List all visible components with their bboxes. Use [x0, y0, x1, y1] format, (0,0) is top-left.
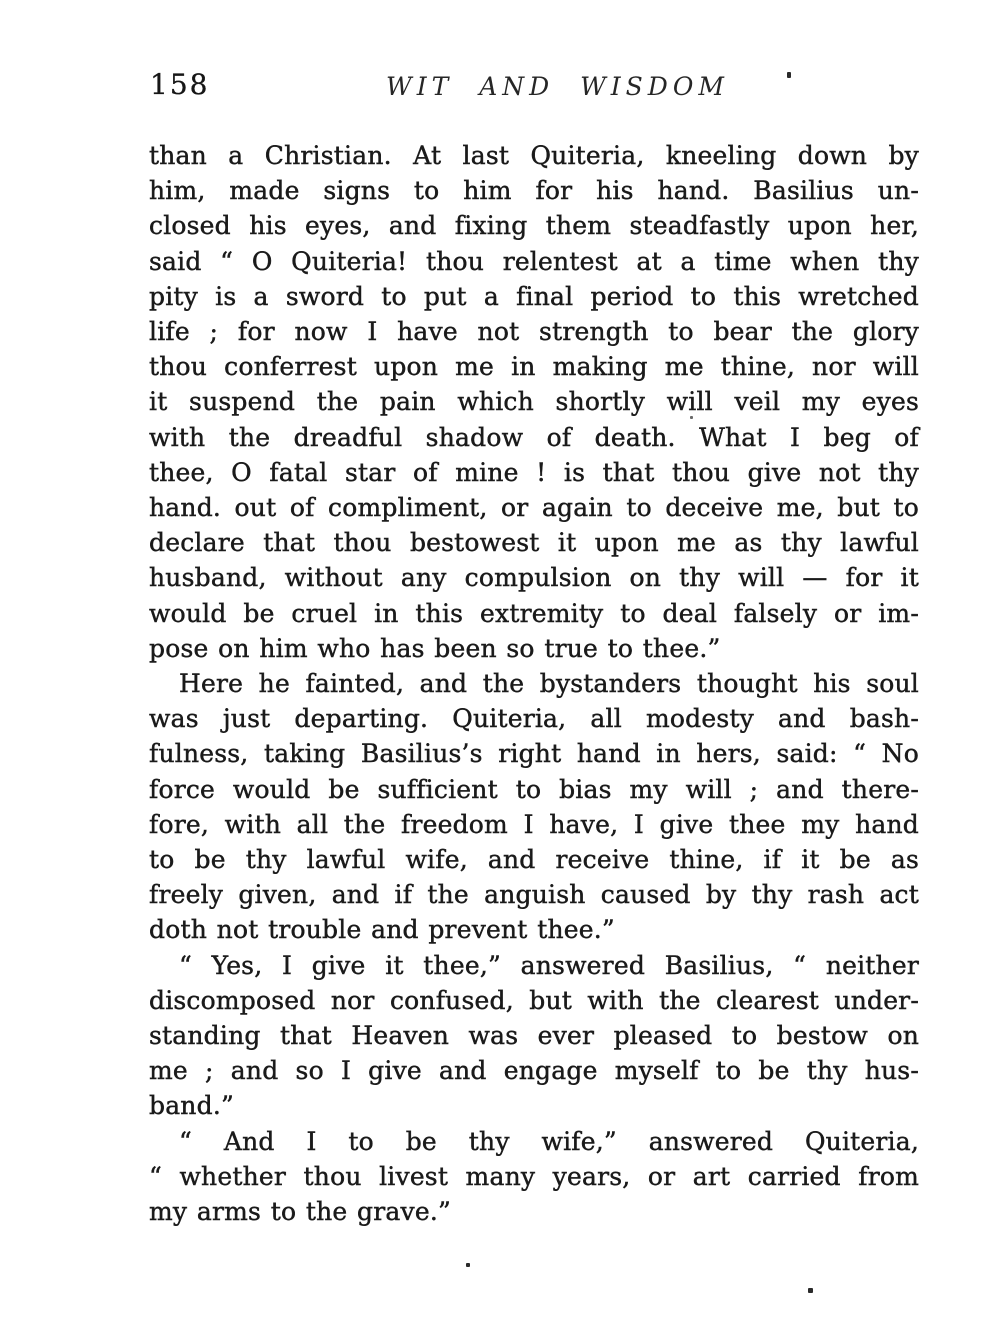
text-line: was just departing. Quiteria, all modesty and bash-	[149, 704, 919, 734]
text-line: closed his eyes, and fixing them steadfastly upon her,	[149, 211, 919, 241]
scan-speck	[466, 1263, 470, 1267]
paragraph	[149, 138, 919, 666]
text-line: would be cruel in this extremity to deal falsely or im-	[149, 598, 919, 628]
text-line: thou conferrest upon me in making me thine, nor will	[149, 352, 919, 382]
text-line: life ; for now I have not strength to bear the glory	[149, 317, 919, 347]
text-line: pose on him who has been so true to thee.”	[149, 633, 721, 663]
page-number: 158	[150, 68, 210, 101]
paragraph	[149, 666, 919, 948]
scan-speck	[808, 1288, 813, 1293]
text-line: fore, with all the freedom I have, I give thee my hand	[149, 809, 919, 839]
text-line: than a Christian. At last Quiteria, kneeling down by	[149, 141, 919, 170]
text-line: it suspend the pain which shortly will veil my eyes	[149, 387, 919, 417]
text-line: thee, O fatal star of mine ! is that thou give not thy	[149, 457, 919, 487]
text-line: force would be sufficient to bias my will ; and there-	[149, 774, 919, 804]
page-text-body	[149, 138, 919, 1229]
text-line: “ whether thou livest many years, or art carried from	[149, 1161, 919, 1191]
text-line: standing that Heaven was ever pleased to bestow on	[149, 1021, 919, 1051]
text-line: hand. out of compliment, or again to deceive me, but to	[149, 493, 919, 523]
text-line: “ And I to be thy wife,” answered Quiteria,	[179, 1126, 919, 1156]
text-line: me ; and so I give and engage myself to be thy hus-	[149, 1056, 919, 1086]
text-line: Here he fainted, and the bystanders thought his soul	[179, 669, 919, 699]
running-title: WIT AND WISDOM	[386, 72, 729, 101]
paragraph	[149, 948, 919, 1124]
text-line: discomposed nor confused, but with the clearest under-	[149, 985, 919, 1015]
text-line: declare that thou bestowest it upon me as thy lawful	[149, 528, 919, 558]
scan-speck	[787, 72, 791, 78]
text-line: pity is a sword to put a final period to this wretched	[149, 281, 919, 311]
text-line: husband, without any compulsion on thy will — for it	[149, 563, 919, 593]
scan-speck	[690, 416, 693, 419]
text-line: with the dreadful shadow of death. What I beg of	[149, 422, 919, 452]
text-line: freely given, and if the anguish caused by thy rash act	[149, 880, 919, 910]
text-line: doth not trouble and prevent thee.”	[149, 915, 615, 945]
text-line: him, made signs to him for his hand. Basilius un-	[149, 176, 919, 206]
text-line: fulness, taking Basilius’s right hand in hers, said: “ No	[149, 739, 919, 769]
text-line: to be thy lawful wife, and receive thine, if it be as	[149, 845, 919, 875]
text-line: said “ O Quiteria! thou relentest at a time when thy	[149, 246, 919, 276]
paragraph	[149, 1124, 919, 1230]
text-line: “ Yes, I give it thee,” answered Basilius, “ neither	[179, 950, 919, 980]
text-line: band.”	[149, 1091, 234, 1121]
text-line: my arms to the grave.”	[149, 1197, 451, 1227]
